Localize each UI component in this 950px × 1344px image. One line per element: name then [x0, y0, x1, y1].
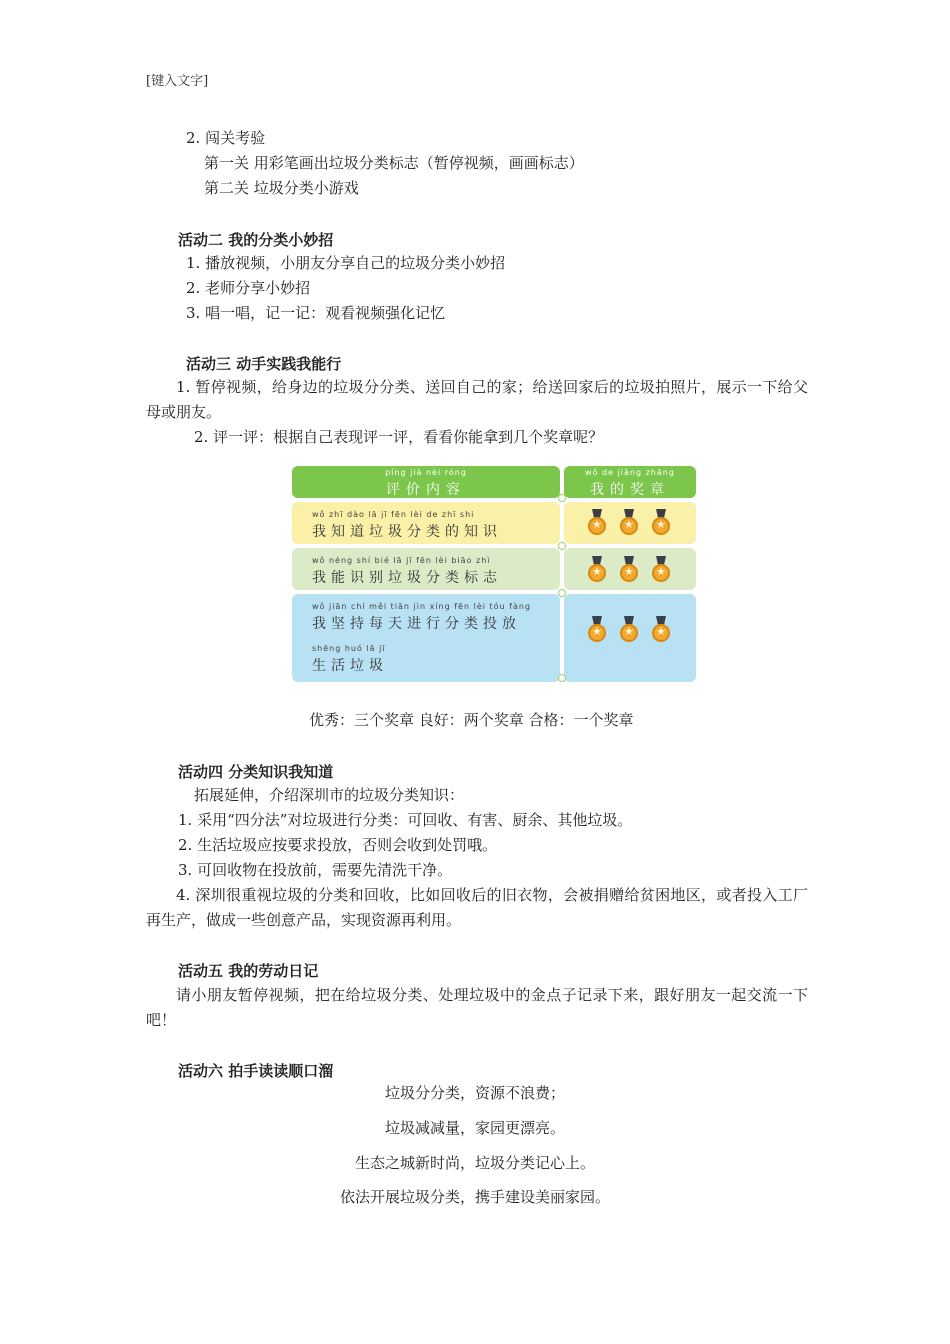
row-pinyin: wǒ zhī dào lā jī fēn lèi de zhī shi — [312, 510, 475, 519]
activity5-title: 活动五 我的劳动日记 — [178, 962, 319, 980]
divider-dot — [558, 494, 566, 502]
activity4-intro: 拓展延伸，介绍深圳市的垃圾分类知识： — [194, 786, 465, 804]
medal-icon — [588, 509, 606, 535]
medal-icon — [652, 556, 670, 582]
activity3-title: 活动三 动手实践我能行 — [186, 355, 342, 373]
activity4-item-1: 1. 采用“四分法”对垃圾进行分类：可回收、有害、厨余、其他垃圾。 — [178, 811, 633, 829]
activity4-item-3: 3. 可回收物在投放前，需要先清洗干净。 — [178, 861, 453, 879]
rhyme-line-2: 垃圾减减量，家园更漂亮。 — [384, 1119, 565, 1137]
row-pinyin: wǒ néng shí bié lā jī fēn lèi biāo zhì — [312, 556, 491, 565]
activity4-item-2: 2. 生活垃圾应按要求投放，否则会收到处罚哦。 — [178, 836, 498, 854]
activity2-title: 活动二 我的分类小妙招 — [178, 231, 334, 249]
medal-icon — [620, 616, 638, 642]
level-two: 第二关 垃圾分类小游戏 — [204, 179, 359, 197]
row-pinyin-line2: shēng huó lā jī — [312, 644, 386, 653]
activity2-item-1: 1. 播放视频，小朋友分享自己的垃圾分类小妙招 — [186, 254, 506, 272]
divider-dot — [558, 674, 566, 682]
activity4-title: 活动四 分类知识我知道 — [178, 763, 334, 781]
medal-icon — [652, 509, 670, 535]
rating-legend: 优秀：三个奖章 良好：两个奖章 合格：一个奖章 — [309, 711, 634, 729]
medal-cell — [564, 594, 696, 682]
header-content-title: 评价内容 — [386, 482, 466, 498]
header-medals-title: 我的奖章 — [590, 482, 670, 498]
medal-icon — [652, 616, 670, 642]
header-evaluation-content — [292, 466, 560, 498]
rhyme-line-3: 生态之城新时尚，垃圾分类记心上。 — [354, 1154, 595, 1172]
row-pinyin: wǒ jiān chí měi tiān jìn xíng fēn lèi tóu fàng — [312, 602, 532, 611]
activity3-item-2: 2. 评一评：根据自己表现评一评，看看你能拿到几个奖章呢？ — [194, 428, 604, 446]
medal-icon — [620, 509, 638, 535]
medal-icon — [588, 556, 606, 582]
rhyme-line-4: 依法开展垃圾分类，携手建设美丽家园。 — [339, 1188, 610, 1206]
medal-cell — [564, 502, 696, 544]
table-row — [292, 502, 560, 544]
medal-cell — [564, 548, 696, 590]
row-text: 我坚持每天进行分类投放 — [312, 616, 521, 632]
row-text: 我知道垃圾分类的知识 — [312, 524, 502, 540]
level-one: 第一关 用彩笔画出垃圾分类标志（暂停视频，画画标志） — [204, 154, 584, 172]
header-content-pinyin: píng jià nèi róng — [385, 468, 467, 477]
activity6-title: 活动六 拍手读读顺口溜 — [178, 1062, 334, 1080]
activity4-item-4: 4. 深圳很重视垃圾的分类和回收，比如回收后的旧衣物，会被捐赠给贫困地区，或者投入工厂再生产，做成一些创意产品，实现资源再利用。 — [146, 886, 808, 929]
rhyme-line-1: 垃圾分分类，资源不浪费； — [384, 1084, 565, 1102]
activity3-item-1: 1. 暂停视频，给身边的垃圾分分类、送回自己的家；给送回家后的垃圾拍照片，展示一下给父母或朋友。 — [146, 378, 808, 421]
row-text: 我能识别垃圾分类标志 — [312, 570, 502, 586]
medal-icon — [588, 616, 606, 642]
table-row — [292, 594, 560, 682]
table-row — [292, 548, 560, 590]
challenge-heading: 2. 闯关考验 — [186, 129, 266, 147]
row-text-line2: 生活垃圾 — [312, 658, 388, 674]
activity2-item-3: 3. 唱一唱，记一记：观看视频强化记忆 — [186, 304, 446, 322]
header-my-medals — [564, 466, 696, 498]
header-medals-pinyin: wǒ de jiǎng zhāng — [585, 468, 675, 477]
page-header: [键入文字] — [146, 74, 209, 89]
activity5-text: 请小朋友暂停视频，把在给垃圾分类、处理垃圾中的金点子记录下来，跟好朋友一起交流一下吧！ — [146, 986, 808, 1029]
evaluation-table — [292, 466, 696, 684]
medal-icon — [620, 556, 638, 582]
activity2-item-2: 2. 老师分享小妙招 — [186, 279, 311, 297]
